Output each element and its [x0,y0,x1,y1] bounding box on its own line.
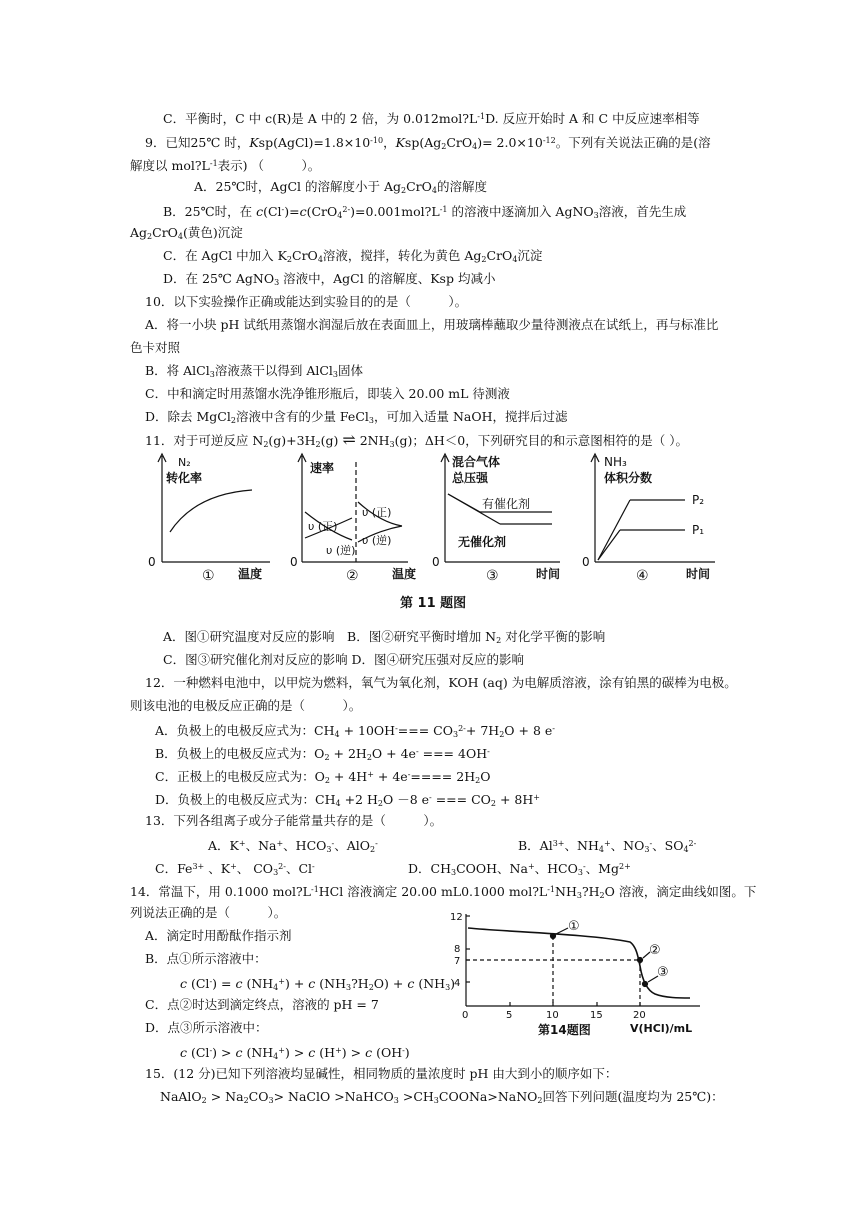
g2-l1: υ (正) [308,520,338,533]
q10-option-a-2: 色卡对照 [130,340,181,355]
g3-y: 混合气体 [452,455,501,469]
q12-option-b: B．负极上的电极反应式为：$O_2 + 2H_2O + 4e^-$ === 4OH- [155,746,490,762]
g3-x: 时间 [536,567,561,581]
q9-option-a: A．25℃时，AgCl 的溶解度小于 $Ag_2CrO_4$的溶解度 [194,179,487,195]
q12-option-d: D．负极上的电极反应式为：$CH_4 +2$ $H_2O -8$ e- === $CO_2 + 8H^+$ [155,792,540,808]
g1-num: ① [202,568,215,584]
q9-option-b-2: $Ag_2CrO_4$(黄色)沉淀 [130,225,243,241]
g1-y2: 转化率 [166,471,203,485]
x-tick-15: 15 [590,1010,603,1021]
g2-y: 速率 [310,461,335,475]
q11-option-ab: A．图①研究温度对反应的影响 B．图②研究平衡时增加 $N_2$ 对化学平衡的影响 [163,629,606,645]
point-2: ② [649,943,661,958]
x-tick-10: 10 [546,1010,559,1021]
fig14-xlabel: V(HCl)/mL [630,1022,693,1035]
x-tick-0: 0 [462,1010,469,1021]
q15-stem: 15．(12 分)已知下列溶液均显碱性，相同物质的量浓度时 pH 由大到小的顺序如下： [145,1066,618,1081]
g4-l1: P₂ [692,493,705,507]
g3-l2: 无催化剂 [458,535,507,549]
q12-stem: 12．一种燃料电池中，以甲烷为燃料，氧气为氧化剂，KOH (aq) 为电解质溶液，涂有铂黑的碳棒为电极。 [145,675,737,690]
g4-y: NH₃ [604,455,627,469]
g2-l2: υ (逆) [326,544,356,557]
q14-stem-2: 列说法正确的是（ ）。 [130,905,287,920]
g3-num: ③ [486,568,499,584]
q10-option-d: D．除去 MgCl$_2$溶液中含有的少量 FeCl$_3$，可加入适量 NaOH，搅拌后过滤 [145,409,568,425]
g4-y2: 体积分数 [604,471,653,485]
g2-num: ② [346,568,359,584]
g1-o: 0 [148,555,156,569]
q14-option-d: D．点③所示溶液中： [145,1020,268,1035]
q10-stem: 10．以下实验操作正确或能达到实验目的的是（ ）。 [145,294,468,309]
g1-y: N₂ [178,456,191,469]
y-tick-4: 4 [454,978,461,989]
q13-option-b: B．$Al^{3+}$、$NH_4^+$、$NO_3^-$、$SO_4^{2-}$ [518,838,697,854]
q14-option-c: C．点②时达到滴定终点，溶液的 pH = 7 [145,997,379,1012]
q14-option-b-eq: c (Cl-) = c $(NH_4^+) + c$ $(NH_3?H_2O) + c$ $(NH_3)$ [180,976,456,992]
q13-option-d: D．$CH_3COOH$、Na+、$HCO_3^-$、$Mg^{2+}$ [408,861,631,877]
g2-l4: υ (逆) [362,534,392,547]
q12-stem-2: 则该电池的电极反应正确的是（ ）。 [130,698,362,713]
q10-option-a: A．将一小块 pH 试纸用蒸馏水润湿后放在表面皿上，用玻璃棒蘸取少量待测液点在试纸上，再与标准比 [145,317,719,332]
g4-x: 时间 [686,567,711,581]
y-tick-12: 12 [450,912,463,923]
q14-option-a: A．滴定时用酚酞作指示剂 [145,928,292,943]
point-3: ③ [657,965,669,980]
g1-x: 温度 [238,567,263,581]
q9-option-c: C．在 AgCl 中加入 $K_2CrO_4$溶液，搅拌，转化为黄色 $Ag_2CrO_4$沉淀 [163,248,543,264]
q10-option-b: B．将 AlCl$_3$溶液蒸干以得到 AlCl$_3$固体 [145,363,364,379]
g3-y2: 总压强 [452,471,489,485]
q14-option-b: B．点①所示溶液中： [145,951,267,966]
q15-order: NaAlO$_2$ > $Na_2CO_3>$ NaClO >NaHCO$_3$ $>CH_3COONa>NaNO_2$回答下列问题(温度均为 25℃)： [160,1089,724,1105]
q13-option-a: A．K+、Na+、$HCO_3^-$、AlO$_2$- [208,838,378,854]
x-tick-5: 5 [506,1010,513,1021]
q13-option-c: C．$Fe^{3+}$ 、K+、 $CO_3^{2-}$、Cl- [155,861,315,877]
x-tick-20: 20 [633,1010,646,1021]
g2-x: 温度 [392,567,417,581]
y-tick-8: 8 [454,944,461,955]
q12-option-a: A．负极上的电极反应式为：$CH_4 + 10OH^-=== CO_3^{2-}+ 7H_2O + 8$ e- [155,723,555,739]
q9-stem: 9．已知25℃ 时，$Ksp(AgCl)=1.8\times 10^{-10}$，$Ksp(Ag_2CrO_4)= 2.0\times 10^{-12}$。下列有关说法正确的是(溶 [145,135,711,151]
q14-stem: 14．常温下，用 0.1000 $mol?L^{-1}HCl$ 溶液滴定 20.00 mL0.1000 $mol?L^{-1}NH_3?H_2O$ 溶液，滴定曲线如图。下 [130,884,757,900]
q12-option-c: C．正极上的电极反应式为：$O_2 + 4H^+ + 4e^-==== 2H_2O$ [155,769,491,785]
figure-11 [140,452,730,622]
point-1: ① [568,919,580,934]
q11-stem: 11．对于可逆反应 $N_2(g)+3H_2(g)$ ⇌ $2NH_3(g)$；ΔH＜0，下列研究目的和示意图相符的是（ ）。 [145,430,688,449]
g3-o: 0 [432,555,440,569]
fig11-caption: 第 11 题图 [400,596,467,611]
g4-o: 0 [582,555,590,569]
figure-14 [440,906,720,1038]
q8-option-c: C．平衡时，C 中 c(R)是 A 中的 2 倍，为 $0.012mol?L^{-1}D$. 反应开始时 A 和 C 中反应速率相等 [163,111,700,126]
q9-option-d: D．在 25℃ AgNO$_3$ 溶液中，AgCl 的溶解度、Ksp 均减小 [163,271,496,287]
titration-curve [468,928,690,998]
g4-l2: P₁ [692,523,705,537]
g2-l3: υ (正) [362,506,392,519]
q13-stem: 13．下列各组离子或分子能常量共存的是（ ）。 [145,813,443,828]
q9-option-b: B．25℃时，在 $c(Cl^-)=c(CrO_4^{2-})=0.001mol?L^{-1}$ 的溶液中逐滴加入 AgNO$_3$溶液，首先生成 [163,204,687,220]
g4-num: ④ [636,568,649,584]
q10-option-c: C．中和滴定时用蒸馏水洗净锥形瓶后，即装入 20.00 mL 待测液 [145,386,510,401]
g3-l1: 有催化剂 [482,497,531,511]
q11-option-cd: C．图③研究催化剂对反应的影响 D．图④研究压强对反应的影响 [163,652,525,667]
q14-option-d-eq: c (Cl-) > c $(NH_4^+) > c$ (H+) > c (OH-) [180,1045,410,1061]
fig14-caption: 第14题图 [538,1023,591,1037]
q9-stem-2: 解度以 $mol?L^{-1}$表示) （ ）。 [130,158,321,173]
y-tick-7: 7 [454,956,461,967]
g2-o: 0 [290,555,298,569]
